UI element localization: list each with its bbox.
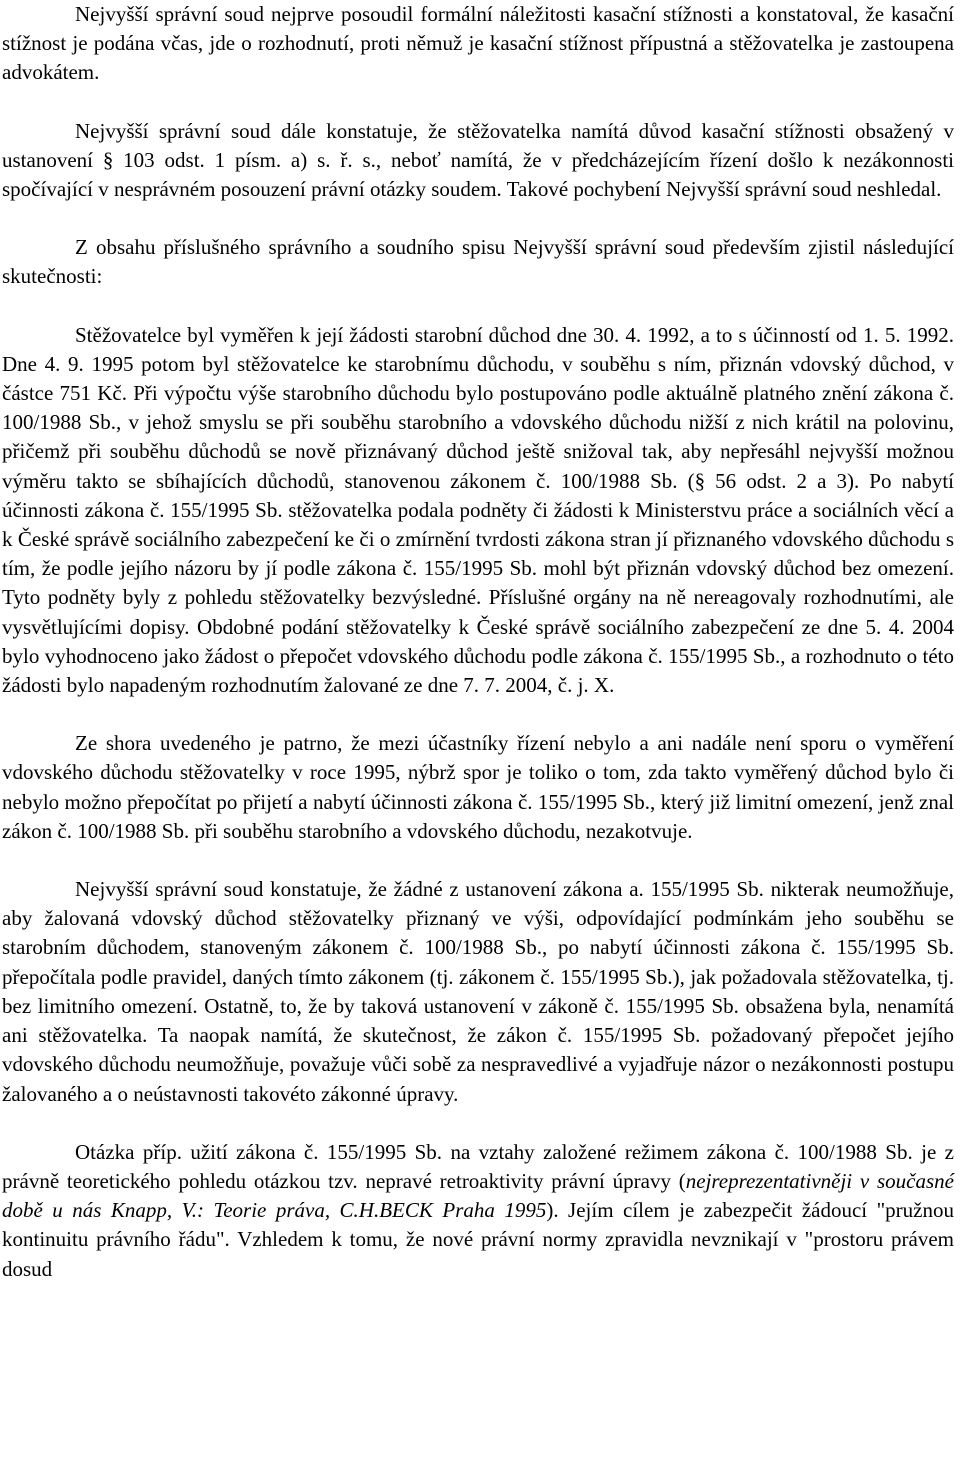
paragraph-retroactivity-after: ). Jejím cílem je zabezpečit žádoucí "pružnou kontinuitu právního řádu". Vzhledem k tomu, že nové právní normy zpravidla nevznikají v "prostoru právem dosud (2, 1198, 954, 1281)
paragraph-formal-review: Nejvyšší správní soud nejprve posoudil formální náležitosti kasační stížnosti a konstatoval, že kasační stížnost je podána včas, jde o rozhodnutí, proti němuž je kasační stížnost přípustná a stěžovatelka je zastoupena advokátem. (2, 2, 954, 85)
paragraph-dispute-subject: Ze shora uvedeného je patrno, že mezi účastníky řízení nebylo a ani nadále není sporu o vyměření vdovského důchodu stěžovatelky v roce 1995, nýbrž spor je toliko o tom, zda takto vyměřený důchod bylo či nebylo možno přepočítat po přijetí a nabytí účinnosti zákona č. 155/1995 Sb., který již limitní omezení, jenž znal zákon č. 100/1988 Sb. při souběhu starobního a vdovského důchodu, nezakotvuje. (2, 731, 954, 843)
paragraph-facts: Stěžovatelce byl vyměřen k její žádosti starobní důchod dne 30. 4. 1992, a to s účinností od 1. 5. 1992. Dne 4. 9. 1995 potom byl stěžovatelce ke starobnímu důchodu, v souběhu s ním, přiznán vdovský důchod, v částce 751 Kč. Při výpočtu výše starobního důchodu bylo postupováno podle aktuálně platného znění zákona č. 100/1988 Sb., v jehož smyslu se při souběhu starobního a vdovského důchodu nižší z nich krátil na polovinu, přičemž při souběhu důchodů se nově přiznávaný důchod ještě snižoval tak, aby nepřesáhl nejvyšší možnou výměru takto se sbíhajících důchodů, stanovenou zákonem č. 100/1988 Sb. (§ 56 odst. 2 a 3). Po nabytí účinnosti zákona č. 155/1995 Sb. stěžovatelka podala podněty či žádosti k Ministerstvu práce a sociálních věcí a k České správě sociálního zabezpečení ke či o zmírnění tvrdosti zákona stran jí přiznaného vdovského důchodu s tím, že podle jejího názoru by jí podle zákona č. 155/1995 Sb. mohl být přiznán vdovský důchod bez omezení. Tyto podněty byly z pohledu stěžovatelky bezvýsledné. Příslušné orgány na ně nereagovaly rozhodnutími, ale vysvětlujícími dopisy. Obdobné podání stěžovatelky k České správě sociálního zabezpečení ze dne 5. 4. 2004 bylo vyhodnoceno jako žádost o přepočet vdovského důchodu podle zákona č. 155/1995 Sb., a rozhodnuto o této žádosti bylo napadeným rozhodnutím žalované ze dne 7. 7. 2004, č. j. X. (2, 322, 954, 698)
paragraph-cassation-ground: Nejvyšší správní soud dále konstatuje, že stěžovatelka namítá důvod kasační stížnosti obsažený v ustanovení § 103 odst. 1 písm. a) s. ř. s., neboť namítá, že v předcházejícím řízení došlo k nezákonnosti spočívající v nesprávném posouzení právní otázky soudem. Takové pochybení Nejvyšší správní soud neshledal. (2, 118, 954, 202)
paragraph-findings-intro: Z obsahu příslušného správního a soudního spisu Nejvyšší správní soud především zjistil následující skutečnosti: (2, 235, 954, 289)
citation-italic: nejreprezentativněji v současné době u nás Knapp, V.: Teorie práva, C.H.BECK Praha 1995 (2, 1168, 954, 1223)
document-page (2, 0, 954, 1284)
paragraph-retroactivity (2, 1138, 954, 1284)
paragraph-court-conclusion: Nejvyšší správní soud konstatuje, že žádné z ustanovení zákona a. 155/1995 Sb. nikterak neumožňuje, aby žalovaná vdovský důchod stěžovatelky přiznaný ve výši, odpovídající podmínkám jeho souběhu se starobním důchodem, stanoveným zákonem č. 100/1988 Sb., po nabytí účinnosti zákona č. 155/1995 Sb. přepočítala podle pravidel, daných tímto zákonem (tj. zákonem č. 155/1995 Sb.), jak požadovala stěžovatelka, tj. bez limitního omezení. Ostatně, to, že by taková ustanovení v zákoně č. 155/1995 Sb. obsažena byla, nenamítá ani stěžovatelka. Ta naopak namítá, že skutečnost, že zákon č. 155/1995 Sb. požadovaný přepočet jejího vdovského důchodu neumožňuje, považuje vůči sobě za nespravedlivé a vyjadřuje názor o nezákonnosti postupu žalovaného a o neústavnosti takovéto zákonné úpravy. (2, 877, 954, 1106)
paragraph-retroactivity-before: Otázka příp. užití zákona č. 155/1995 Sb. na vztahy založené režimem zákona č. 100/1988 Sb. je z právně teoretického pohledu otázkou tzv. nepravé retroaktivity právní úpravy ( (2, 1139, 954, 1193)
